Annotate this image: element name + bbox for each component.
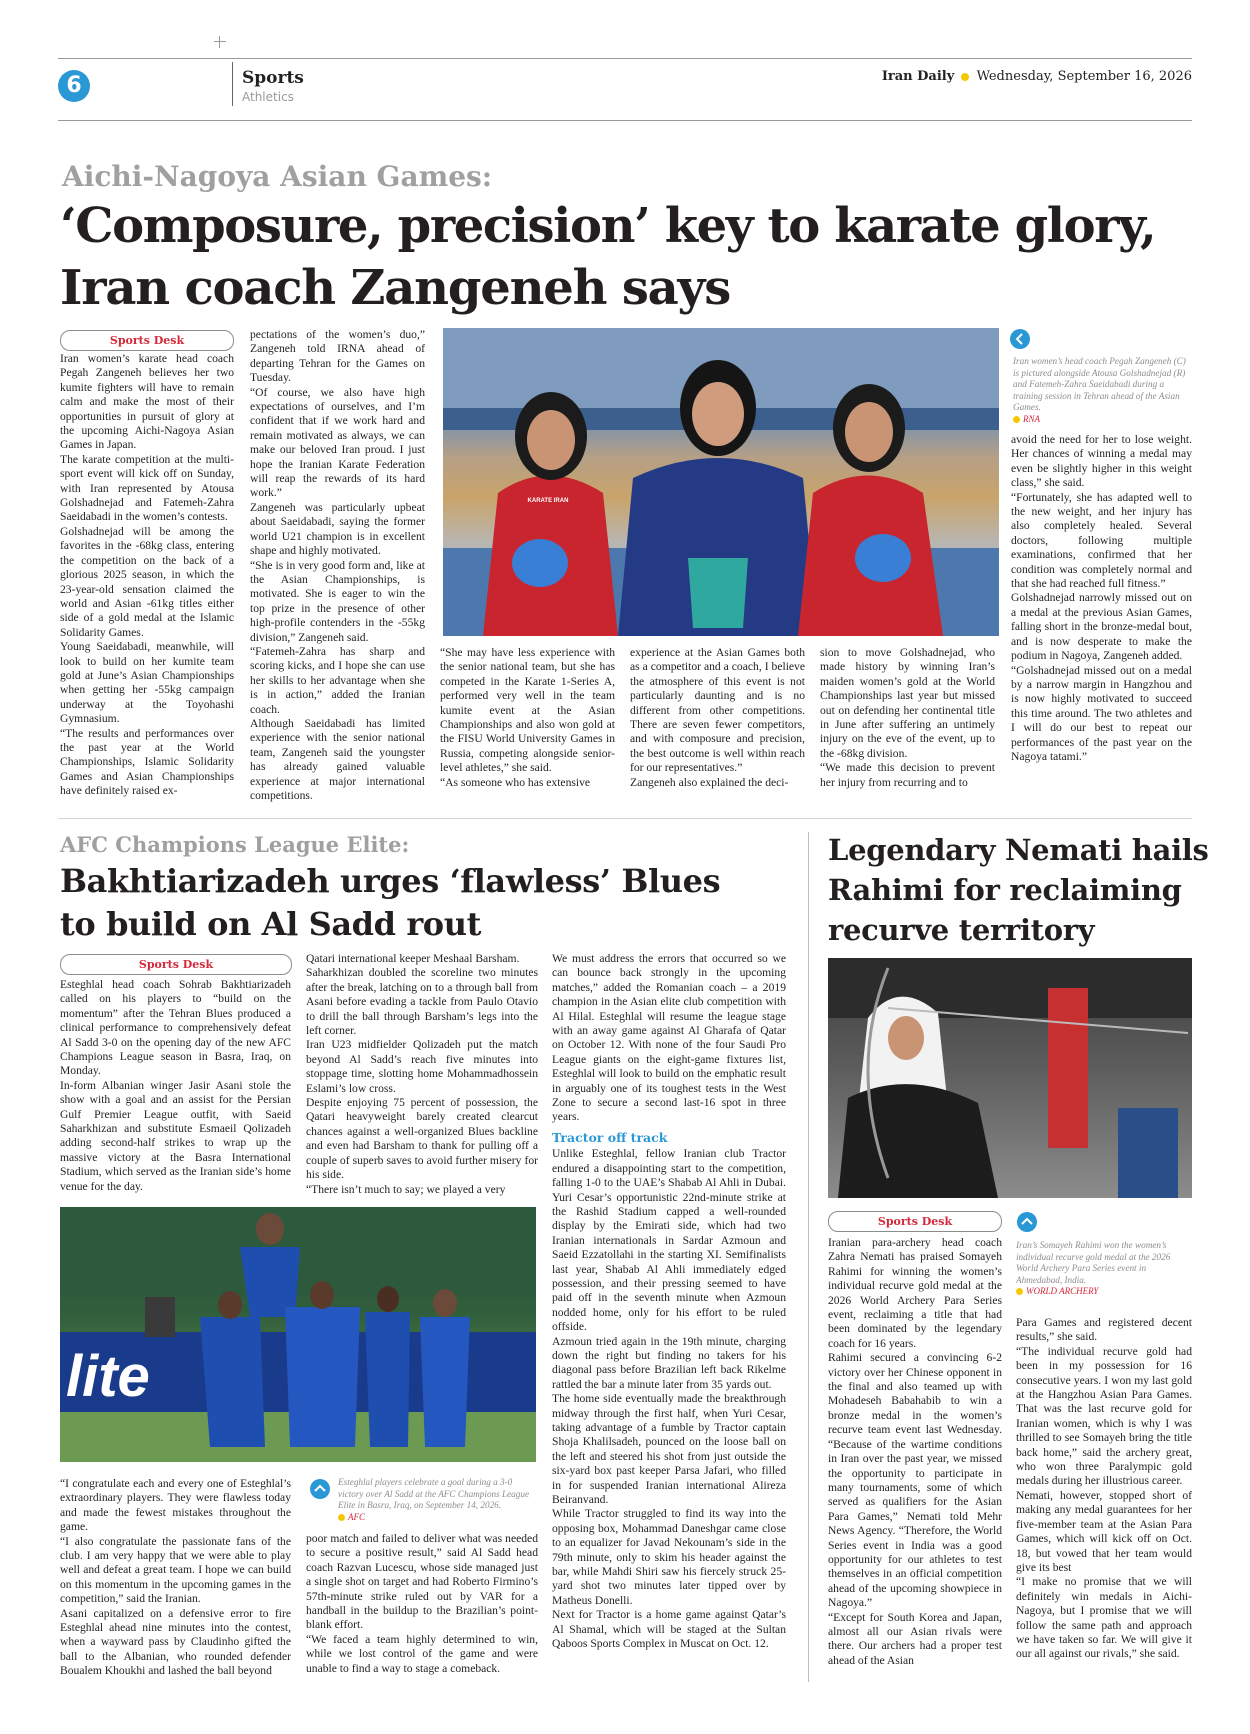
article3-caption-text: Iran’s Somayeh Rahimi won the women’s individual recurve gold medal at the 2026 World Archery Para Series event in Ahmedabad, India. [1016, 1240, 1171, 1285]
article2-caption-text: Esteghlal players celebrate a goal during a 3-0 victory over Al Sadd at the AFC Champions League Elite in Basra, Iraq, on September 14, 2026. [338, 1477, 530, 1510]
caption-arrow-button-3[interactable] [1017, 1212, 1037, 1232]
article1-kicker: Aichi-Nagoya Asian Games: [62, 160, 493, 193]
credit-dot-icon [1016, 1288, 1023, 1295]
article2-headline-line2: to build on Al Sadd rout [60, 905, 481, 943]
subsection-title: Athletics [242, 90, 294, 104]
header-bottom-rule [58, 120, 1192, 121]
article3-headline-line1: Legendary Nemati hails [828, 833, 1209, 867]
article1-col3: “She may have less experience with the senior national team, but she has competed in the Karate 1-Series A, performed very well in the team kumite event at the Asian Championships and also won gold at the FISU World University Games in Russia, competing alongside senior-level athletes,” she said. “As someone who has extensive [440, 646, 615, 789]
article3-headline-line2: Rahimi for reclaiming [828, 873, 1182, 907]
article2-headline-line1: Bakhtiarizadeh urges ‘flawless’ Blues [60, 862, 721, 900]
article2-kicker: AFC Champions League Elite: [60, 832, 410, 857]
article2-col3b-text: Unlike Esteghlal, fellow Iranian club Tractor endured a disappointing start to the competition, falling 1-0 to the UAE’s Shabab Al Ahli in Dubai. Yuri Cesar’s opportunistic 22nd-minute strike at the Rashid Stadium capped a well-rounded display by the Emirati side, which had two Iranian internationals in Sardar Azmoun and Saeid Ezzatollahi in the starting XI. Semifinalists last year, Shabab Al Ahli immediately edged possession, and their pressing seemed to have paid off in the seventh minute when Azmoun nodded home, only for his effort to be ruled offside. Azmoun tried again in the 19th minute, charging down the right but finding no takers for his diagonal pass before Brazilian left back Rikelme rattled the bar a minute later from 35 yards out. The home side eventually made the breakthrough midway through the first half, when Yuri Cesar, taking advantage of a fumble by Tractor captain Shoja Khalilsadeh, pounced on the loose ball on the left and steered his shot from just outside the six-yard box past keeper Parsa Jafari, who filled in for suspended Iranian international Alireza Beiranvand. While Tractor struggled to find its way into the opposing box, Mohammad Daneshgar came close to an equalizer for Javad Nekounam’s side in the 79th minute, only to skim his header against the bar, while Mahdi Shiri saw his fiercely struck 25-yard shot two minutes later tipped over by Matheus Donelli. Next for Tractor is a home game against Qatar’s Al Shamal, which will be staged at the Sultan Qaboos Sports Complex in Muscat on Oct. 12. [552, 1147, 786, 1651]
article2-col2b: poor match and failed to deliver what was needed to secure a positive result,” said Al Sadd head coach Razvan Lucescu, whose side managed just a single shot on target and had Roberto Firmino’s 57th-minute strike ruled out by VAR for a handball in the buildup to the Brazilian’s point-blank effort. “We faced a team highly determined to win, while we lost control of the game and were unable to find a way to stage a comeback. [306, 1532, 538, 1675]
article2-col3-text: We must address the errors that occurred so we can bounce back strongly in the upcoming matches,” added the Romanian coach – a 2019 champion in the Asian elite club competition with Al Hilal. Esteghlal will resume the league stage with an away game against Al Gharafa of Qatar on October 12. With none of the four Saudi Pro League giants on the eight-game fixtures list, Esteghlal will look to build on the emphatic result in arguably one of its toughest tests in the West Zone to secure a second last-16 spot in three years. [552, 952, 786, 1124]
article1-caption-text: Iran women’s head coach Pegah Zangeneh (C) is pictured alongside Atousa Golshadnejad (R) and Fatemeh-Zahra Saeidabadi during a training session in Tehran ahead of the Asian Games. [1013, 356, 1186, 412]
football-photo-text: lite [66, 1344, 150, 1409]
article2-col1b: “I congratulate each and every one of Esteghlal’s extraordinary players. They were flawless today and made the fewest mistakes throughout the game. “I also congratulate the passionate fans of the club. I am very happy that we were able to play well and defeat a great team. I hope we can build on this momentum in the upcoming games in the competition,” said the Iranian. Asani capitalized on a defensive error to fire Esteghlal ahead nine minutes into the contest, when a wayward pass by Claudinho gifted the ball to the Albanian, who rounded defender Boualem Khoukhi and lashed the ball beyond [60, 1477, 291, 1678]
masthead [882, 69, 1192, 84]
article1-credit: RNA [1013, 414, 1040, 424]
column-divider [808, 832, 809, 1682]
article2-col1: Esteghlal head coach Sohrab Bakhtiarizadeh called on his players to “build on the momentum” after the Tehran Blues produced a clinical performance to comprehensively defeat Al Sadd 3-0 on the opening day of the new AFC Champions League season in Basra, Iraq, on Monday. In-form Albanian winger Jasir Asani stole the show with a goal and an assist for the Persian Gulf Premier League outfit, with Saeid Saharkhizan and substitute Esmaeil Qolizadeh adding second-half strikes to wrap up the massive victory at the Basra International Stadium, which served as the Iranian side’s home venue for the day. [60, 978, 291, 1193]
article3-headline-line3: recurve territory [828, 913, 1095, 947]
article1-col6: avoid the need for her to lose weight. Her chances of winning a medal may even be slightly higher in this weight class,” she said. “Fortunately, she has adapted well to the new weight, and her injury has also completely healed. Several doctors, following multiple examinations, confirmed that her condition was completely normal and that she had reached full fitness.” Golshadnejad narrowly missed out on a medal at the previous Asian Games, falling short in the bronze-medal bout, and is now desperate to make the podium in Nagoya, Zangeneh added. “Golshadnejad missed out on a medal by a narrow margin in Hangzhou and is now highly motivated to succeed this time around. The two athletes and I will do our best to repeat our performances of the past year on the Nagoya tatami.” [1011, 433, 1192, 763]
paper-name: Iran Daily [881, 69, 955, 84]
header-divider [232, 62, 233, 106]
karate-photo-text: KARATE IRAN [527, 498, 569, 504]
article1-caption [1013, 356, 1191, 425]
karate-photo-figures [443, 328, 999, 636]
football-photo [60, 1207, 536, 1462]
archery-photo [828, 958, 1192, 1198]
page-number: 6 [58, 70, 90, 102]
issue-date: Wednesday, September 16, 2026 [976, 69, 1192, 84]
caption-arrow-button[interactable] [1010, 329, 1030, 349]
caption-arrow-button-2[interactable] [310, 1479, 330, 1499]
article1-col4: experience at the Asian Games both as a competitor and a coach, I believe the atmosphere of this event is not particularly daunting and is no different from other competitions. There are seven fewer competitors, and with composure and precision, the best outcome is well within reach for our representatives.” Zangeneh also explained the deci- [630, 646, 805, 789]
article3-desk-badge: Sports Desk [828, 1211, 1002, 1232]
section-title: Sports [242, 68, 304, 88]
article3-col1: Iranian para-archery head coach Zahra Nemati has praised Somayeh Rahimi for winning the women’s individual recurve gold medal at the 2026 World Archery Para Series event, reclaiming a title that had been dominated by the legendary coach for 16 years. Rahimi secured a convincing 6-2 victory over her Chinese opponent in the final and also teamed up with Mohadeseh Babahabib to win a bronze medal in the women’s recurve team event last Wednesday. “Because of the wartime conditions in Iran over the past year, we missed the opportunity to participate in many tournaments, some of which served as qualifiers for the Asian Para Games,” Nemati told Mehr News Agency. “Therefore, the World Series event in India was a good opportunity for our athletes to test themselves in an official competition ahead of the upcoming showpiece in Nagoya.” “Except for South Korea and Japan, almost all our Asian rivals were there. Our archers had a proper test ahead of the Asian [828, 1236, 1002, 1667]
article2-desk-badge: Sports Desk [60, 954, 292, 975]
article1-col1: Iran women’s karate head coach Pegah Zangeneh believes her two kumite fighters will have to remain calm and make the most of their opportunities in pursuit of glory at the upcoming Aichi-Nagoya Asian Games in Japan. The karate competition at the multi-sport event will kick off on Sunday, with Iran represented by Atousa Golshadnejad and Fatemeh-Zahra Saeidabadi in the women’s contests. Golshadnejad will be among the favorites in the -68kg class, entering the competition on the back of a glorious 2025 season, in which the 23-year-old sensation claimed the world and Asian -61kg titles either side of a gold medal at the Islamic Solidarity Games. Young Saeidabadi, meanwhile, will look to build on her kumite team gold at June’s Asian Championships when getting her -55kg campaign underway at the Toyohashi Gymnasium. “The results and performances over the past year at the World Championships, Islamic Solidarity Games and Asian Championships have definitely raised ex- [60, 352, 234, 798]
article1-headline-line1: ‘Composure, precision’ key to karate glory, [60, 198, 1156, 254]
article-separator [58, 818, 1192, 819]
article2-col2: Qatari international keeper Meshaal Barsham. Saharkhizan doubled the scoreline two minutes after the break, latching on to a through ball from Asani before evading a tackle from Paulo Otavio to drill the ball through Barsham’s legs into the left corner. Iran U23 midfielder Qolizadeh put the match beyond Al Sadd’s reach five minutes into stoppage time, slotting home Mohammadhossein Eslami’s low cross. Despite enjoying 75 percent of possession, the Qatari heavyweight barely created clearcut chances against a well-organized Blues backline and even had Barsham to thank for pulling off a couple of superb saves to avoid further misery for his side. “There isn’t much to say; we played a very [306, 952, 538, 1196]
chevron-up-icon [1017, 1212, 1037, 1232]
article3-caption [1016, 1240, 1192, 1298]
article2-subhead: Tractor off track [552, 1129, 668, 1145]
article1-col2: pectations of the women’s duo,” Zangeneh told IRNA ahead of departing Tehran for the Games on Tuesday. “Of course, we also have high expectations of ourselves, and I’m confident that if we work hard and remain motivated as always, we can make our beloved Iran proud. I just hope the Iranian Karate Federation will reap the rewards of its hard work.” Zangeneh was particularly upbeat about Saeidabadi, saying the former world U21 champion is in excellent shape and highly motivated. “She is in very good form and, like at the Asian Championships, is motivated. She is eager to win the top prize in the presence of other high-profile contenders in the -55kg division,” Zangeneh said. “Fatemeh-Zahra has sharp and scoring kicks, and I hope she can use her skills to her advantage when she is in action,” added the Iranian coach. Although Saeidabadi has limited experience with the senior national team, Zangeneh said the youngster has already gained valuable experience at major international competitions. [250, 328, 425, 802]
archery-photo-figures [828, 958, 1192, 1198]
credit-dot-icon [1013, 416, 1020, 423]
article1-headline-line2: Iran coach Zangeneh says [60, 260, 731, 316]
karate-photo [443, 328, 999, 636]
article2-col3 [552, 952, 786, 1652]
article1-desk-badge: Sports Desk [60, 330, 234, 351]
credit-dot-icon [338, 1514, 345, 1521]
dot-icon [961, 73, 969, 81]
crop-mark [214, 36, 226, 48]
football-photo-players [60, 1207, 536, 1462]
article2-credit: AFC [338, 1512, 365, 1522]
article3-col2: Para Games and registered decent results,” she said. “The individual recurve gold had been in my possession for 16 consecutive years. I won my last gold at the Hangzhou Asian Para Games. That was the last recurve gold for Iranian women, which is why I was thrilled to see Somayeh bring the title back home,” said the archery great, who won three Paralympic gold medals during her illustrious career. Nemati, however, stopped short of making any medal guarantees for her five-member team at the Asian Para Games, which will kick off on Oct. 18, but vowed that her team would give its best “I make no promise that we will definitely win medals in Aichi-Nagoya, but I promise that we will follow the same path and approach we have taken so far. We will give it our all against our rivals,” she said. [1016, 1316, 1192, 1661]
article3-credit: WORLD ARCHERY [1016, 1286, 1098, 1296]
header-top-rule [58, 58, 1192, 59]
chevron-up-icon [310, 1479, 330, 1499]
article1-col5: sion to move Golshadnejad, who made history by winning Iran’s maiden women’s gold at the World Championships last year but missed out on defending her continental title in June after suffering an untimely injury on the eve of the event, up to the -68kg division. “We made this decision to prevent her injury from recurring and to [820, 646, 995, 789]
chevron-left-icon [1010, 329, 1030, 349]
article2-caption [338, 1477, 536, 1523]
